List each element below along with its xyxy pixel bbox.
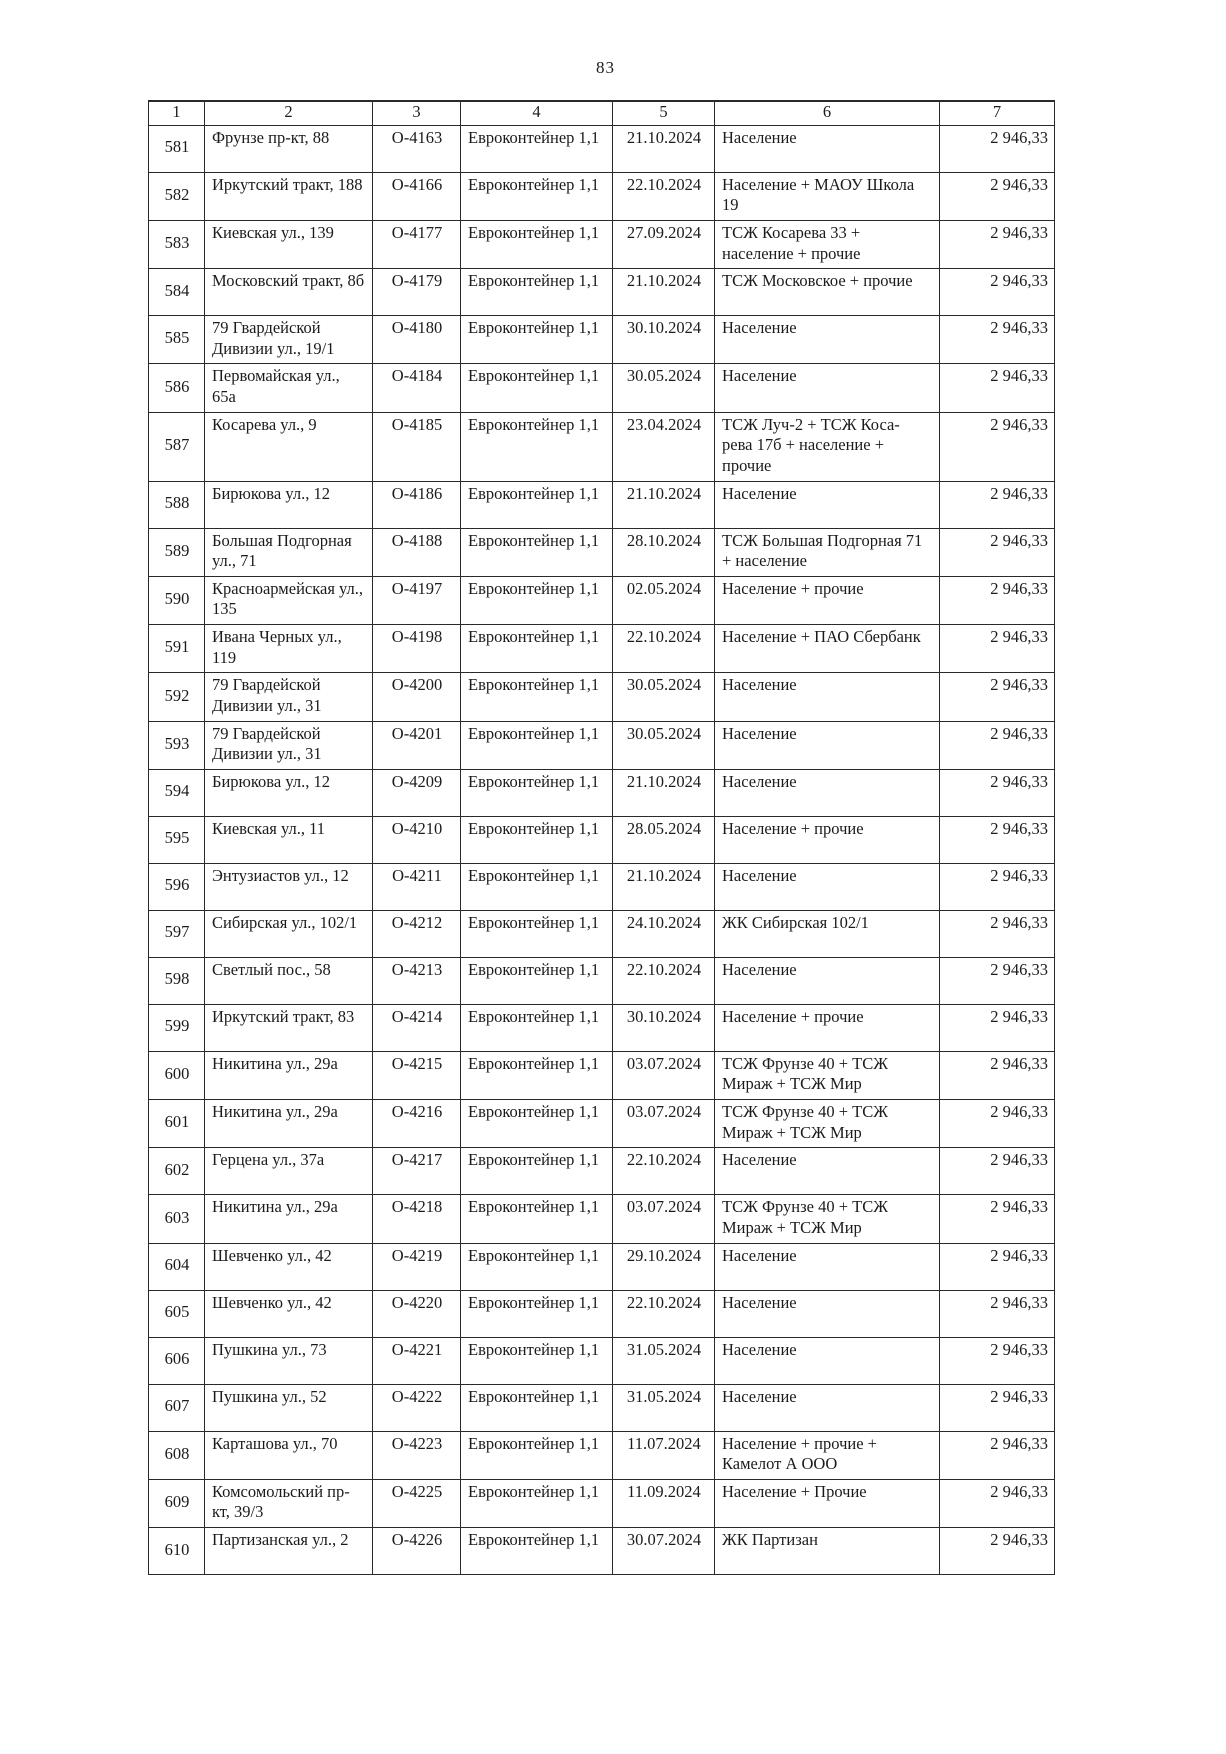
cell-row-number: 605 xyxy=(149,1290,205,1337)
cell-amount: 2 946,33 xyxy=(940,1148,1055,1195)
cell-registry-code: О-4218 xyxy=(373,1195,461,1243)
cell-row-number: 591 xyxy=(149,625,205,673)
cell-container-type: Евроконтейнер 1,1 xyxy=(461,528,613,576)
cell-payer: ТСЖ Фрунзе 40 + ТСЖ Мираж + ТСЖ Мир xyxy=(715,1051,940,1099)
cell-date: 23.04.2024 xyxy=(613,412,715,481)
cell-amount: 2 946,33 xyxy=(940,125,1055,172)
cell-date: 30.07.2024 xyxy=(613,1528,715,1575)
cell-address: Никитина ул., 29а xyxy=(205,1195,373,1243)
cell-date: 11.09.2024 xyxy=(613,1479,715,1527)
cell-registry-code: О-4179 xyxy=(373,269,461,316)
cell-row-number: 584 xyxy=(149,269,205,316)
table-row xyxy=(149,910,1055,957)
cell-amount: 2 946,33 xyxy=(940,1337,1055,1384)
cell-row-number: 585 xyxy=(149,316,205,364)
table-row xyxy=(149,412,1055,481)
cell-date: 21.10.2024 xyxy=(613,769,715,816)
cell-date: 30.05.2024 xyxy=(613,721,715,769)
cell-address: Московский тракт, 8б xyxy=(205,269,373,316)
cell-row-number: 606 xyxy=(149,1337,205,1384)
cell-address: Партизанская ул., 2 xyxy=(205,1528,373,1575)
cell-container-type: Евроконтейнер 1,1 xyxy=(461,1290,613,1337)
cell-amount: 2 946,33 xyxy=(940,1290,1055,1337)
column-header-3: 3 xyxy=(373,101,461,125)
cell-payer: Население + ПАО Сбербанк xyxy=(715,625,940,673)
table-row xyxy=(149,172,1055,220)
cell-payer: ЖК Партизан xyxy=(715,1528,940,1575)
cell-date: 30.05.2024 xyxy=(613,673,715,721)
cell-address: 79 Гвардейской Дивизии ул., 31 xyxy=(205,673,373,721)
cell-row-number: 598 xyxy=(149,957,205,1004)
cell-registry-code: О-4184 xyxy=(373,364,461,412)
cell-address: Ивана Черных ул., 119 xyxy=(205,625,373,673)
cell-container-type: Евроконтейнер 1,1 xyxy=(461,1100,613,1148)
cell-container-type: Евроконтейнер 1,1 xyxy=(461,481,613,528)
column-header-4: 4 xyxy=(461,101,613,125)
cell-row-number: 594 xyxy=(149,769,205,816)
cell-registry-code: О-4210 xyxy=(373,816,461,863)
cell-address: Комсомольский пр-кт, 39/3 xyxy=(205,1479,373,1527)
table-row xyxy=(149,1195,1055,1243)
cell-amount: 2 946,33 xyxy=(940,1195,1055,1243)
cell-payer: Население xyxy=(715,957,940,1004)
column-header-7: 7 xyxy=(940,101,1055,125)
table-header xyxy=(149,101,1055,125)
cell-amount: 2 946,33 xyxy=(940,1479,1055,1527)
cell-row-number: 592 xyxy=(149,673,205,721)
cell-amount: 2 946,33 xyxy=(940,816,1055,863)
cell-registry-code: О-4226 xyxy=(373,1528,461,1575)
cell-row-number: 601 xyxy=(149,1100,205,1148)
cell-address: Шевченко ул., 42 xyxy=(205,1243,373,1290)
cell-row-number: 588 xyxy=(149,481,205,528)
table-row xyxy=(149,1100,1055,1148)
table-row xyxy=(149,576,1055,624)
cell-registry-code: О-4220 xyxy=(373,1290,461,1337)
cell-container-type: Евроконтейнер 1,1 xyxy=(461,576,613,624)
cell-registry-code: О-4217 xyxy=(373,1148,461,1195)
cell-row-number: 609 xyxy=(149,1479,205,1527)
cell-date: 28.10.2024 xyxy=(613,528,715,576)
cell-date: 21.10.2024 xyxy=(613,481,715,528)
cell-container-type: Евроконтейнер 1,1 xyxy=(461,125,613,172)
cell-registry-code: О-4200 xyxy=(373,673,461,721)
cell-container-type: Евроконтейнер 1,1 xyxy=(461,910,613,957)
table-row xyxy=(149,1004,1055,1051)
cell-row-number: 590 xyxy=(149,576,205,624)
cell-address: Первомайская ул., 65а xyxy=(205,364,373,412)
cell-payer: ТСЖ Фрунзе 40 + ТСЖ Мираж + ТСЖ Мир xyxy=(715,1195,940,1243)
cell-row-number: 610 xyxy=(149,1528,205,1575)
cell-row-number: 581 xyxy=(149,125,205,172)
cell-payer: Население xyxy=(715,1337,940,1384)
cell-amount: 2 946,33 xyxy=(940,172,1055,220)
cell-address: Иркутский тракт, 83 xyxy=(205,1004,373,1051)
cell-date: 30.10.2024 xyxy=(613,1004,715,1051)
table-row xyxy=(149,481,1055,528)
table-row xyxy=(149,1243,1055,1290)
cell-registry-code: О-4216 xyxy=(373,1100,461,1148)
cell-row-number: 604 xyxy=(149,1243,205,1290)
cell-address: Светлый пос., 58 xyxy=(205,957,373,1004)
cell-registry-code: О-4163 xyxy=(373,125,461,172)
cell-row-number: 583 xyxy=(149,220,205,268)
cell-amount: 2 946,33 xyxy=(940,269,1055,316)
cell-container-type: Евроконтейнер 1,1 xyxy=(461,1384,613,1431)
page-number: 83 xyxy=(596,58,615,77)
cell-address: Косарева ул., 9 xyxy=(205,412,373,481)
cell-date: 29.10.2024 xyxy=(613,1243,715,1290)
table-row xyxy=(149,816,1055,863)
cell-row-number: 596 xyxy=(149,863,205,910)
cell-address: Иркутский тракт, 188 xyxy=(205,172,373,220)
cell-amount: 2 946,33 xyxy=(940,481,1055,528)
cell-registry-code: О-4201 xyxy=(373,721,461,769)
cell-payer: ТСЖ Косарева 33 + население + прочие xyxy=(715,220,940,268)
cell-date: 03.07.2024 xyxy=(613,1100,715,1148)
cell-payer: Население + Прочие xyxy=(715,1479,940,1527)
cell-payer: Население + прочие xyxy=(715,816,940,863)
cell-payer: Население xyxy=(715,863,940,910)
cell-registry-code: О-4215 xyxy=(373,1051,461,1099)
cell-amount: 2 946,33 xyxy=(940,673,1055,721)
cell-registry-code: О-4188 xyxy=(373,528,461,576)
cell-date: 31.05.2024 xyxy=(613,1337,715,1384)
cell-container-type: Евроконтейнер 1,1 xyxy=(461,1004,613,1051)
cell-date: 22.10.2024 xyxy=(613,625,715,673)
table-row xyxy=(149,863,1055,910)
table-row xyxy=(149,721,1055,769)
cell-row-number: 599 xyxy=(149,1004,205,1051)
cell-container-type: Евроконтейнер 1,1 xyxy=(461,673,613,721)
cell-row-number: 587 xyxy=(149,412,205,481)
cell-registry-code: О-4198 xyxy=(373,625,461,673)
cell-amount: 2 946,33 xyxy=(940,1004,1055,1051)
cell-registry-code: О-4186 xyxy=(373,481,461,528)
cell-amount: 2 946,33 xyxy=(940,364,1055,412)
table-row xyxy=(149,364,1055,412)
cell-amount: 2 946,33 xyxy=(940,1431,1055,1479)
table-row xyxy=(149,220,1055,268)
table-row xyxy=(149,316,1055,364)
cell-address: Бирюкова ул., 12 xyxy=(205,769,373,816)
cell-amount: 2 946,33 xyxy=(940,316,1055,364)
cell-amount: 2 946,33 xyxy=(940,1528,1055,1575)
cell-address: Фрунзе пр-кт, 88 xyxy=(205,125,373,172)
table-body xyxy=(149,125,1055,1574)
cell-row-number: 593 xyxy=(149,721,205,769)
cell-registry-code: О-4219 xyxy=(373,1243,461,1290)
cell-address: Пушкина ул., 52 xyxy=(205,1384,373,1431)
cell-container-type: Евроконтейнер 1,1 xyxy=(461,1051,613,1099)
cell-date: 03.07.2024 xyxy=(613,1051,715,1099)
cell-registry-code: О-4166 xyxy=(373,172,461,220)
cell-address: Киевская ул., 11 xyxy=(205,816,373,863)
cell-row-number: 607 xyxy=(149,1384,205,1431)
cell-amount: 2 946,33 xyxy=(940,412,1055,481)
cell-address: Бирюкова ул., 12 xyxy=(205,481,373,528)
cell-payer: Население xyxy=(715,769,940,816)
table-row xyxy=(149,269,1055,316)
cell-row-number: 595 xyxy=(149,816,205,863)
waste-container-table xyxy=(148,100,1055,1575)
cell-registry-code: О-4221 xyxy=(373,1337,461,1384)
cell-address: Никитина ул., 29а xyxy=(205,1100,373,1148)
cell-date: 11.07.2024 xyxy=(613,1431,715,1479)
table-row xyxy=(149,528,1055,576)
cell-container-type: Евроконтейнер 1,1 xyxy=(461,816,613,863)
cell-registry-code: О-4223 xyxy=(373,1431,461,1479)
cell-registry-code: О-4213 xyxy=(373,957,461,1004)
cell-payer: Население xyxy=(715,1243,940,1290)
cell-container-type: Евроконтейнер 1,1 xyxy=(461,172,613,220)
cell-row-number: 589 xyxy=(149,528,205,576)
cell-payer: Население xyxy=(715,721,940,769)
table-row xyxy=(149,1479,1055,1527)
cell-amount: 2 946,33 xyxy=(940,625,1055,673)
cell-row-number: 582 xyxy=(149,172,205,220)
cell-date: 22.10.2024 xyxy=(613,1148,715,1195)
table-row xyxy=(149,1148,1055,1195)
cell-row-number: 603 xyxy=(149,1195,205,1243)
cell-container-type: Евроконтейнер 1,1 xyxy=(461,1337,613,1384)
cell-registry-code: О-4180 xyxy=(373,316,461,364)
cell-date: 22.10.2024 xyxy=(613,957,715,1004)
cell-amount: 2 946,33 xyxy=(940,910,1055,957)
cell-date: 24.10.2024 xyxy=(613,910,715,957)
cell-amount: 2 946,33 xyxy=(940,1384,1055,1431)
document-sheet xyxy=(148,100,1054,1575)
cell-date: 22.10.2024 xyxy=(613,1290,715,1337)
cell-address: Красноармейская ул., 135 xyxy=(205,576,373,624)
cell-address: Никитина ул., 29а xyxy=(205,1051,373,1099)
cell-date: 21.10.2024 xyxy=(613,863,715,910)
cell-date: 27.09.2024 xyxy=(613,220,715,268)
cell-container-type: Евроконтейнер 1,1 xyxy=(461,364,613,412)
cell-registry-code: О-4197 xyxy=(373,576,461,624)
cell-address: Герцена ул., 37а xyxy=(205,1148,373,1195)
cell-row-number: 608 xyxy=(149,1431,205,1479)
cell-container-type: Евроконтейнер 1,1 xyxy=(461,316,613,364)
cell-date: 02.05.2024 xyxy=(613,576,715,624)
cell-amount: 2 946,33 xyxy=(940,1100,1055,1148)
cell-payer: Население xyxy=(715,481,940,528)
cell-payer: Население xyxy=(715,364,940,412)
cell-address: 79 Гвардейской Дивизии ул., 19/1 xyxy=(205,316,373,364)
table-header-row xyxy=(149,101,1055,125)
cell-registry-code: О-4185 xyxy=(373,412,461,481)
cell-registry-code: О-4177 xyxy=(373,220,461,268)
cell-payer: Население + прочие xyxy=(715,576,940,624)
cell-payer: ТСЖ Фрунзе 40 + ТСЖ Мираж + ТСЖ Мир xyxy=(715,1100,940,1148)
table-row xyxy=(149,1528,1055,1575)
cell-payer: Население xyxy=(715,316,940,364)
table-row xyxy=(149,769,1055,816)
cell-payer: ЖК Сибирская 102/1 xyxy=(715,910,940,957)
cell-container-type: Евроконтейнер 1,1 xyxy=(461,1195,613,1243)
cell-payer: Население xyxy=(715,1148,940,1195)
cell-payer: Население xyxy=(715,673,940,721)
cell-payer: Население xyxy=(715,1290,940,1337)
cell-container-type: Евроконтейнер 1,1 xyxy=(461,1431,613,1479)
table-row xyxy=(149,1290,1055,1337)
cell-payer: ТСЖ Московское + прочие xyxy=(715,269,940,316)
cell-amount: 2 946,33 xyxy=(940,220,1055,268)
cell-container-type: Евроконтейнер 1,1 xyxy=(461,769,613,816)
cell-amount: 2 946,33 xyxy=(940,1243,1055,1290)
cell-address: Энтузиастов ул., 12 xyxy=(205,863,373,910)
cell-address: Карташова ул., 70 xyxy=(205,1431,373,1479)
table-row xyxy=(149,957,1055,1004)
cell-container-type: Евроконтейнер 1,1 xyxy=(461,625,613,673)
cell-date: 22.10.2024 xyxy=(613,172,715,220)
cell-date: 21.10.2024 xyxy=(613,125,715,172)
cell-container-type: Евроконтейнер 1,1 xyxy=(461,1528,613,1575)
cell-row-number: 600 xyxy=(149,1051,205,1099)
cell-row-number: 597 xyxy=(149,910,205,957)
cell-row-number: 602 xyxy=(149,1148,205,1195)
cell-amount: 2 946,33 xyxy=(940,576,1055,624)
cell-payer: ТСЖ Большая Подгорная 71 + население xyxy=(715,528,940,576)
cell-payer: Население xyxy=(715,125,940,172)
table-row xyxy=(149,1051,1055,1099)
cell-registry-code: О-4209 xyxy=(373,769,461,816)
cell-date: 30.10.2024 xyxy=(613,316,715,364)
cell-date: 31.05.2024 xyxy=(613,1384,715,1431)
cell-date: 03.07.2024 xyxy=(613,1195,715,1243)
cell-amount: 2 946,33 xyxy=(940,1051,1055,1099)
cell-date: 21.10.2024 xyxy=(613,269,715,316)
cell-container-type: Евроконтейнер 1,1 xyxy=(461,269,613,316)
column-header-2: 2 xyxy=(205,101,373,125)
table-row xyxy=(149,125,1055,172)
cell-address: Киевская ул., 139 xyxy=(205,220,373,268)
cell-container-type: Евроконтейнер 1,1 xyxy=(461,957,613,1004)
cell-amount: 2 946,33 xyxy=(940,721,1055,769)
cell-row-number: 586 xyxy=(149,364,205,412)
cell-container-type: Евроконтейнер 1,1 xyxy=(461,1479,613,1527)
cell-container-type: Евроконтейнер 1,1 xyxy=(461,1243,613,1290)
cell-amount: 2 946,33 xyxy=(940,957,1055,1004)
cell-payer: Население xyxy=(715,1384,940,1431)
table-row xyxy=(149,1384,1055,1431)
cell-date: 30.05.2024 xyxy=(613,364,715,412)
cell-address: Сибирская ул., 102/1 xyxy=(205,910,373,957)
cell-registry-code: О-4214 xyxy=(373,1004,461,1051)
cell-registry-code: О-4212 xyxy=(373,910,461,957)
cell-payer: Население + прочие xyxy=(715,1004,940,1051)
cell-amount: 2 946,33 xyxy=(940,863,1055,910)
table-row xyxy=(149,1337,1055,1384)
cell-container-type: Евроконтейнер 1,1 xyxy=(461,1148,613,1195)
cell-amount: 2 946,33 xyxy=(940,769,1055,816)
cell-address: Большая Подгорная ул., 71 xyxy=(205,528,373,576)
cell-payer: ТСЖ Луч-2 + ТСЖ Коса- рева 17б + население + прочие xyxy=(715,412,940,481)
cell-address: Пушкина ул., 73 xyxy=(205,1337,373,1384)
table-row xyxy=(149,625,1055,673)
cell-registry-code: О-4222 xyxy=(373,1384,461,1431)
column-header-5: 5 xyxy=(613,101,715,125)
cell-container-type: Евроконтейнер 1,1 xyxy=(461,721,613,769)
cell-date: 28.05.2024 xyxy=(613,816,715,863)
cell-address: Шевченко ул., 42 xyxy=(205,1290,373,1337)
table-row xyxy=(149,673,1055,721)
cell-container-type: Евроконтейнер 1,1 xyxy=(461,863,613,910)
cell-amount: 2 946,33 xyxy=(940,528,1055,576)
cell-container-type: Евроконтейнер 1,1 xyxy=(461,412,613,481)
cell-registry-code: О-4211 xyxy=(373,863,461,910)
cell-container-type: Евроконтейнер 1,1 xyxy=(461,220,613,268)
cell-address: 79 Гвардейской Дивизии ул., 31 xyxy=(205,721,373,769)
table-row xyxy=(149,1431,1055,1479)
cell-registry-code: О-4225 xyxy=(373,1479,461,1527)
column-header-1: 1 xyxy=(149,101,205,125)
column-header-6: 6 xyxy=(715,101,940,125)
cell-payer: Население + прочие + Камелот А ООО xyxy=(715,1431,940,1479)
cell-payer: Население + МАОУ Школа 19 xyxy=(715,172,940,220)
